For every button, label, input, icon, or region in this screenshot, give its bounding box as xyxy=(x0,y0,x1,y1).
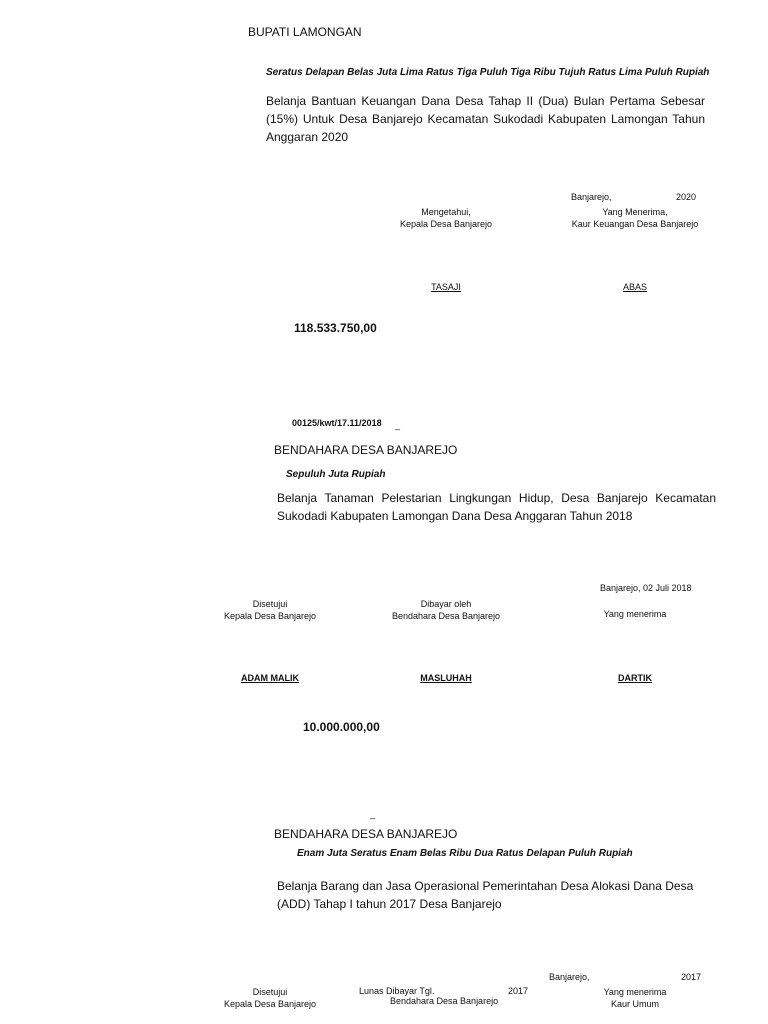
payment-purpose: Belanja Tanaman Pelestarian Lingkungan Hidup, Desa Banjarejo Kecamatan Sukodadi Kabupaten Lamongan Dana Desa Anggaran Tahun 2018 xyxy=(277,491,716,523)
receipt-mark: _ xyxy=(395,420,401,430)
receipt-number: 00125/kwt/17.11/2018 xyxy=(292,418,382,428)
payment-purpose: Belanja Barang dan Jasa Operasional Pemerintahan Desa Alokasi Dana Desa (ADD) Tahap I tahun 2017 Desa Banjarejo xyxy=(277,879,694,911)
amount-in-words: Seratus Delapan Belas Juta Lima Ratus Tiga Puluh Tiga Ribu Tujuh Ratus Lima Puluh Rupiah xyxy=(266,67,710,78)
signatory-title: Kepala Desa Banjarejo xyxy=(223,611,317,621)
payee: BUPATI LAMONGAN xyxy=(248,25,362,39)
signatory-name: MASLUHAH xyxy=(420,673,472,683)
signatory-name: ABAS xyxy=(622,282,647,292)
signatory-block-village-head xyxy=(200,598,340,622)
signatory-block-village-head xyxy=(376,206,516,230)
signatory-title: Bendahara Desa Banjarejo xyxy=(390,996,499,1006)
payee: BENDAHARA DESA BANJAREJO xyxy=(274,443,458,457)
signatory-role: Yang menerima xyxy=(603,987,667,997)
signatory-name: TASAJI xyxy=(431,282,461,292)
signatory-block-receiver xyxy=(575,608,695,620)
signatory-name: ADAM MALIK xyxy=(241,673,299,683)
payment-year: 2017 xyxy=(508,986,529,996)
signatory-title: Kepala Desa Banjarejo xyxy=(223,999,317,1009)
signatory-block-village-head xyxy=(200,986,340,1010)
signatory-role: Yang menerima xyxy=(603,609,667,619)
place-date: Banjarejo, 02 Juli 2018 xyxy=(600,583,692,593)
signatory-title: Kaur Keuangan Desa Banjarejo xyxy=(571,219,699,229)
signatory-role: Mengetahui, xyxy=(421,207,471,217)
amount-in-words: Sepuluh Juta Rupiah xyxy=(286,469,386,480)
signatory-role: Dibayar oleh xyxy=(420,599,472,609)
payee: BENDAHARA DESA BANJAREJO xyxy=(274,827,458,841)
year: 2020 xyxy=(676,192,697,202)
year: 2017 xyxy=(681,972,702,982)
signatory-role: Yang Menerima, xyxy=(602,207,668,217)
amount: 118.533.750,00 xyxy=(294,321,377,335)
place: Banjarejo, xyxy=(549,972,590,982)
signatory-title: Kepala Desa Banjarejo xyxy=(399,219,493,229)
amount: 10.000.000,00 xyxy=(303,720,380,734)
receipt-mark: _ xyxy=(370,809,376,819)
signatory-role: Disetujui xyxy=(252,599,288,609)
payment-purpose: Belanja Bantuan Keuangan Dana Desa Tahap II (Dua) Bulan Pertama Sebesar (15%) Untuk Desa Banjarejo Kecamatan Sukodadi Kabupaten Lamongan Tahun Anggaran 2020 xyxy=(266,94,705,144)
signatory-title: Kaur Umum xyxy=(610,999,659,1009)
signatory-name: DARTIK xyxy=(618,673,652,683)
signatory-role: Disetujui xyxy=(252,987,288,997)
place: Banjarejo, xyxy=(571,192,612,202)
signatory-block-receiver xyxy=(555,206,715,230)
signatory-role: Lunas Dibayar Tgl. xyxy=(359,986,435,996)
amount-in-words: Enam Juta Seratus Enam Belas Ribu Dua Ratus Delapan Puluh Rupiah xyxy=(297,848,633,859)
signatory-block-treasurer xyxy=(376,598,516,622)
signatory-block-receiver xyxy=(575,986,695,1010)
signatory-title: Bendahara Desa Banjarejo xyxy=(391,611,501,621)
